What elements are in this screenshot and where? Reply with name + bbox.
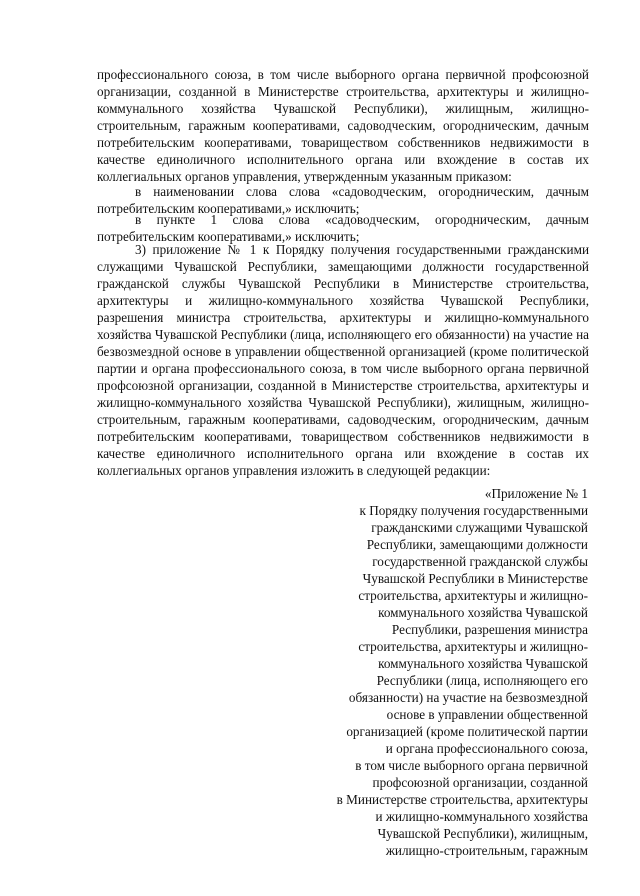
paragraph-item1-amendment: в пункте 1 слова слова «садоводческим, огородническим, дачным потребительским кооперативами,» исключить; (97, 212, 589, 244)
paragraph-appendix-amendment: 3) приложение № 1 к Порядку получения государственными гражданскими служащими Чувашской Республики, замещающими должности государственной гражданской службы Чувашской Республики в Министерстве строительства, архитектуры и жилищно-коммунального хозяйства Чувашской Республики, разрешения министра строительства, архитектуры и жилищно-коммунального хозяйства Чувашской Республики (лица, исполняющего его обязанности) на участие на безвозмездной основе в управлении общественной организацией (кроме политической партии и органа профессионального союза, в том числе выборного органа первичной профсоюзной организации, созданной в Министерстве строительства, архитектуры и жилищно-коммунального хозяйства Чувашской Республики), жилищным, жилищно-строительным, гаражным кооперативами, садоводческим, огородническим, дачным потребительским кооперативами, товариществом собственников недвижимости в качестве единоличного исполнительного органа или вхождение в состав их коллегиальных органов управления изложить в следующей редакции: (97, 242, 589, 478)
appendix-heading: «Приложение № 1 к Порядку получения государственными гражданскими служащими Чувашской Республики, замещающими должности государственной гражданской службы Чувашской Республики в Министерстве строительства, архитектуры и жилищно- коммунального хозяйства Чувашской Республики, разрешения министра строительства, архитектуры и жилищно- коммунального хозяйства Чувашской Республики (лица, исполняющего его обязанности) на участие на безвозмездной основе в управлении общественной организацией (кроме политической партии и органа профессионального союза, в том числе выборного органа первичной профсоюзной организации, созданной в Министерстве строительства, архитектуры и жилищно-коммунального хозяйства Чувашской Республики), жилищным, жилищно-строительным, гаражным (336, 486, 588, 858)
paragraph-continuation: профессионального союза, в том числе выборного органа первичной профсоюзной организации, созданной в Министерстве строительства, архитектуры и жилищно-коммунального хозяйства Чувашской Республики), жилищным, жилищно-строительным, гаражным кооперативами, садоводческим, огородническим, дачным потребительским кооперативами, товариществом собственников недвижимости в качестве единоличного исполнительного органа или вхождение в состав их коллегиальных органов управления, утвержденным указанным приказом: (97, 67, 589, 184)
paragraph-title-amendment: в наименовании слова слова «садоводческим, огородническим, дачным потребительским кооперативами,» исключить; (97, 184, 589, 216)
